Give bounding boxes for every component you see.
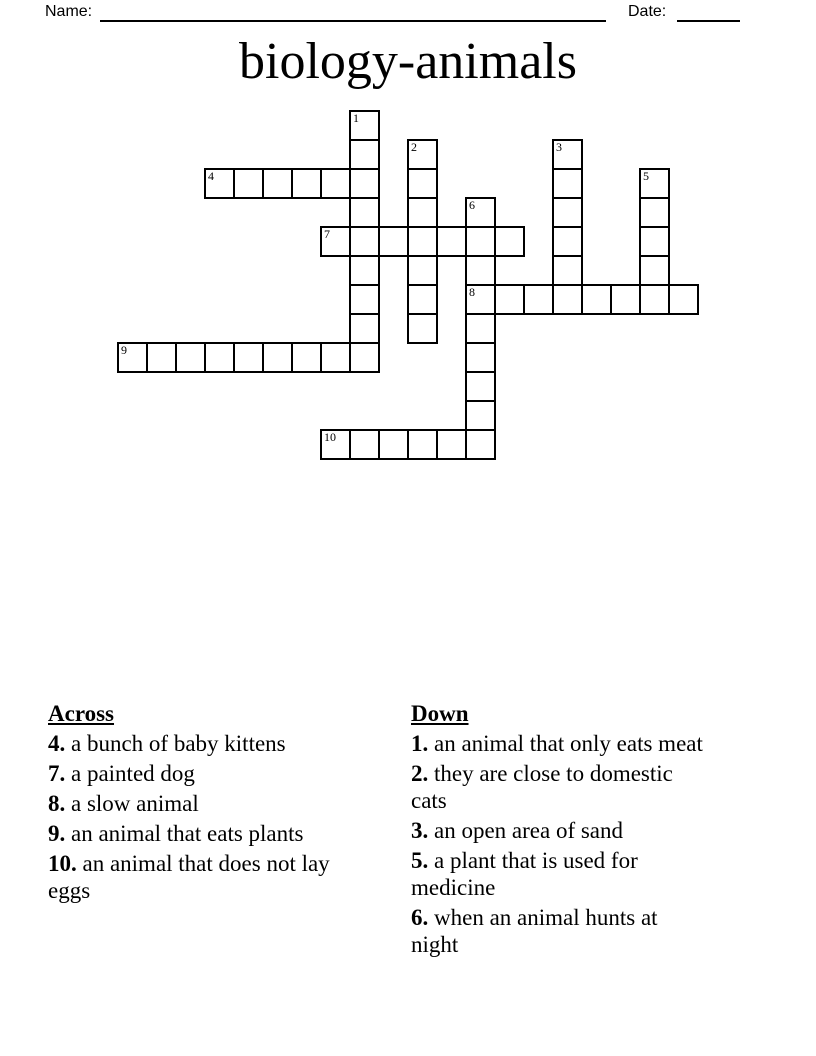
clue-text: an animal that does not lay eggs bbox=[48, 851, 330, 903]
grid-cell[interactable] bbox=[465, 400, 496, 431]
grid-cell[interactable] bbox=[552, 139, 583, 170]
clue-item bbox=[48, 850, 358, 904]
clue-number: 2. bbox=[411, 761, 429, 786]
clue-number: 3. bbox=[411, 818, 429, 843]
grid-cell[interactable] bbox=[465, 197, 496, 228]
grid-cell[interactable] bbox=[639, 226, 670, 257]
grid-cell[interactable] bbox=[494, 226, 525, 257]
grid-cell[interactable] bbox=[320, 429, 351, 460]
grid-cell[interactable] bbox=[349, 284, 380, 315]
grid-cell[interactable] bbox=[552, 168, 583, 199]
clue-text: a bunch of baby kittens bbox=[71, 731, 286, 756]
grid-cell[interactable] bbox=[320, 342, 351, 373]
clue-number: 10. bbox=[48, 851, 77, 876]
grid-cell[interactable] bbox=[494, 284, 525, 315]
clue-text: a slow animal bbox=[71, 791, 199, 816]
clue-text: an animal that eats plants bbox=[71, 821, 304, 846]
clue-number: 6. bbox=[411, 905, 429, 930]
grid-cell[interactable] bbox=[349, 429, 380, 460]
grid-cell[interactable] bbox=[436, 429, 467, 460]
across-clues-section bbox=[48, 700, 358, 907]
grid-cell[interactable] bbox=[349, 342, 380, 373]
grid-cell[interactable] bbox=[465, 371, 496, 402]
grid-cell[interactable] bbox=[407, 284, 438, 315]
cell-number: 10 bbox=[324, 430, 336, 444]
grid-cell[interactable] bbox=[146, 342, 177, 373]
grid-cell[interactable] bbox=[175, 342, 206, 373]
grid-cell[interactable] bbox=[407, 255, 438, 286]
grid-cell[interactable] bbox=[349, 197, 380, 228]
clue-text: when an animal hunts at night bbox=[411, 905, 658, 957]
clue-number: 1. bbox=[411, 731, 429, 756]
clue-item bbox=[48, 820, 358, 847]
cell-number: 2 bbox=[411, 140, 417, 154]
down-clues-section bbox=[411, 700, 707, 961]
page-title: biology-animals bbox=[239, 33, 577, 90]
grid-cell[interactable] bbox=[320, 168, 351, 199]
grid-cell[interactable] bbox=[436, 226, 467, 257]
grid-cell[interactable] bbox=[262, 342, 293, 373]
name-fill-line[interactable] bbox=[100, 2, 606, 22]
clue-number: 7. bbox=[48, 761, 66, 786]
clue-item bbox=[48, 730, 358, 757]
grid-cell[interactable] bbox=[233, 168, 264, 199]
grid-cell[interactable] bbox=[291, 342, 322, 373]
grid-cell[interactable] bbox=[349, 168, 380, 199]
grid-cell[interactable] bbox=[610, 284, 641, 315]
grid-cell[interactable] bbox=[233, 342, 264, 373]
grid-cell[interactable] bbox=[349, 255, 380, 286]
grid-cell[interactable] bbox=[407, 139, 438, 170]
cell-number: 8 bbox=[469, 285, 475, 299]
cell-number: 7 bbox=[324, 227, 330, 241]
grid-cell[interactable] bbox=[581, 284, 612, 315]
cell-number: 4 bbox=[208, 169, 214, 183]
grid-cell[interactable] bbox=[465, 255, 496, 286]
grid-cell[interactable] bbox=[320, 226, 351, 257]
grid-cell[interactable] bbox=[378, 226, 409, 257]
grid-cell[interactable] bbox=[523, 284, 554, 315]
grid-cell[interactable] bbox=[407, 226, 438, 257]
grid-cell[interactable] bbox=[465, 342, 496, 373]
grid-cell[interactable] bbox=[465, 226, 496, 257]
grid-cell[interactable] bbox=[552, 197, 583, 228]
grid-cell[interactable] bbox=[465, 284, 496, 315]
grid-cell[interactable] bbox=[204, 342, 235, 373]
grid-cell[interactable] bbox=[668, 284, 699, 315]
grid-cell[interactable] bbox=[639, 168, 670, 199]
clue-item bbox=[48, 760, 358, 787]
clue-text: they are close to domestic cats bbox=[411, 761, 673, 813]
grid-cell[interactable] bbox=[465, 429, 496, 460]
grid-cell[interactable] bbox=[378, 429, 409, 460]
clue-item bbox=[411, 760, 707, 814]
grid-cell[interactable] bbox=[349, 226, 380, 257]
name-label: Name: bbox=[45, 3, 93, 20]
clue-item bbox=[411, 847, 707, 901]
cell-number: 6 bbox=[469, 198, 475, 212]
grid-cell[interactable] bbox=[407, 197, 438, 228]
grid-cell[interactable] bbox=[204, 168, 235, 199]
clue-number: 9. bbox=[48, 821, 66, 846]
cell-number: 3 bbox=[556, 140, 562, 154]
grid-cell[interactable] bbox=[552, 255, 583, 286]
clue-text: a painted dog bbox=[71, 761, 195, 786]
grid-cell[interactable] bbox=[349, 110, 380, 141]
clue-number: 4. bbox=[48, 731, 66, 756]
grid-cell[interactable] bbox=[639, 284, 670, 315]
grid-cell[interactable] bbox=[407, 429, 438, 460]
grid-cell[interactable] bbox=[349, 139, 380, 170]
cell-number: 9 bbox=[121, 343, 127, 357]
clue-item bbox=[411, 730, 707, 757]
crossword-grid bbox=[117, 110, 699, 460]
grid-cell[interactable] bbox=[639, 255, 670, 286]
grid-cell[interactable] bbox=[262, 168, 293, 199]
grid-cell[interactable] bbox=[407, 313, 438, 344]
across-heading: Across bbox=[48, 701, 115, 726]
down-heading: Down bbox=[411, 701, 469, 726]
clue-text: an animal that only eats meat bbox=[434, 731, 703, 756]
clue-text: a plant that is used for medicine bbox=[411, 848, 638, 900]
date-fill-line[interactable] bbox=[677, 2, 740, 22]
cell-number: 5 bbox=[643, 169, 649, 183]
clue-text: an open area of sand bbox=[434, 818, 624, 843]
clue-number: 8. bbox=[48, 791, 66, 816]
grid-cell[interactable] bbox=[117, 342, 148, 373]
date-label: Date: bbox=[628, 3, 667, 20]
clue-item bbox=[411, 904, 707, 958]
grid-cell[interactable] bbox=[349, 313, 380, 344]
grid-cell[interactable] bbox=[407, 168, 438, 199]
grid-cell[interactable] bbox=[552, 284, 583, 315]
clue-number: 5. bbox=[411, 848, 429, 873]
clue-item bbox=[48, 790, 358, 817]
grid-cell[interactable] bbox=[552, 226, 583, 257]
grid-cell[interactable] bbox=[639, 197, 670, 228]
grid-cell[interactable] bbox=[291, 168, 322, 199]
cell-number: 1 bbox=[353, 111, 359, 125]
grid-cell[interactable] bbox=[465, 313, 496, 344]
clue-item bbox=[411, 817, 707, 844]
